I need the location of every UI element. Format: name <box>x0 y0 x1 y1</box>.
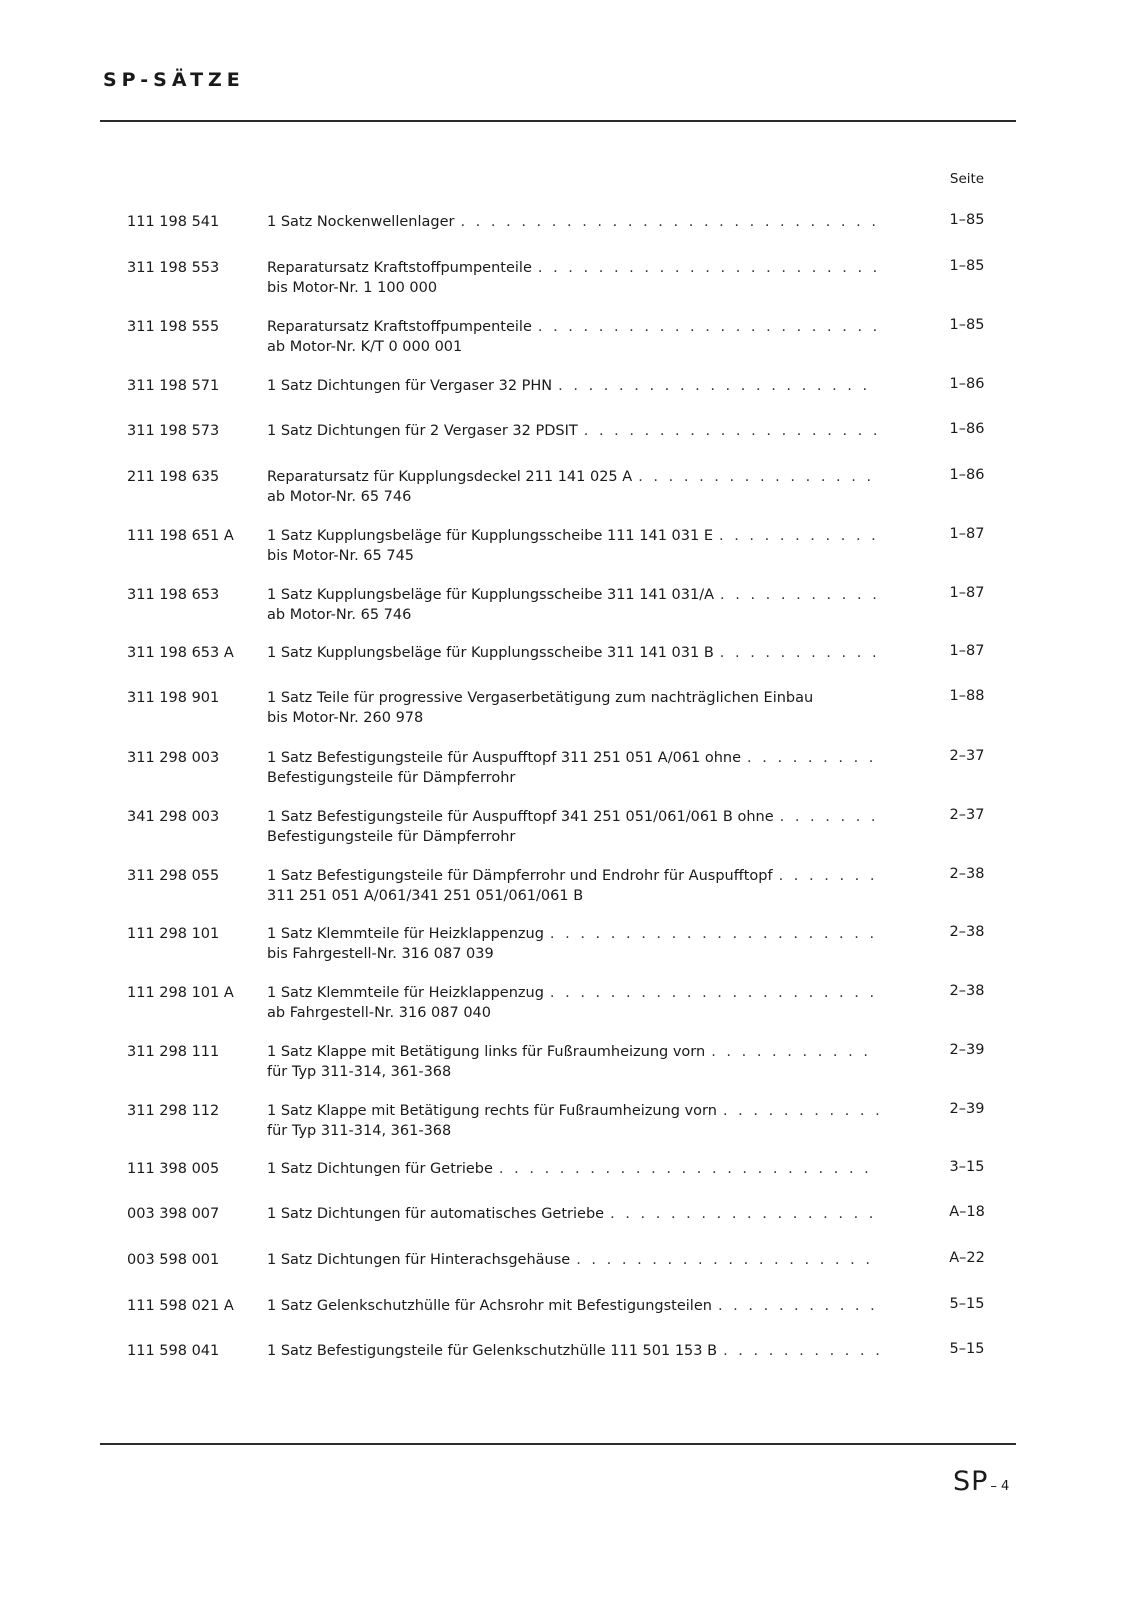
dot-leader <box>610 1204 879 1224</box>
description-detail: Befestigungsteile für Dämpferrohr <box>267 829 516 845</box>
page-reference: A–18 <box>949 1204 985 1220</box>
item-description <box>267 421 879 441</box>
part-number: 311 198 571 <box>127 378 220 394</box>
item-description <box>267 212 879 232</box>
part-number: 311 298 112 <box>127 1103 220 1119</box>
item-description <box>267 1159 879 1179</box>
item-description <box>267 983 879 1023</box>
description-line: Reparatursatz für Kupplungsdeckel 211 141 025 A <box>267 469 633 485</box>
description-line: 1 Satz Dichtungen für Vergaser 32 PHN <box>267 378 553 394</box>
page-reference: 1–87 <box>949 585 985 601</box>
description-detail: Befestigungsteile für Dämpferrohr <box>267 770 516 786</box>
description-line: Reparatursatz Kraftstoffpumpenteile <box>267 319 532 335</box>
dot-leader <box>499 1159 879 1179</box>
page-reference: 1–86 <box>949 376 985 392</box>
part-number: 003 398 007 <box>127 1206 220 1222</box>
dot-leader <box>550 983 879 1003</box>
page-reference: 5–15 <box>949 1296 985 1312</box>
dot-leader <box>558 376 879 396</box>
description-line: 1 Satz Nockenwellenlager <box>267 214 455 230</box>
dot-leader <box>711 1042 879 1062</box>
item-description <box>267 376 879 396</box>
description-line: 1 Satz Dichtungen für automatisches Getriebe <box>267 1206 605 1222</box>
description-line: 1 Satz Befestigungsteile für Auspufftopf 311 251 051 A/061 ohne <box>267 750 742 766</box>
page-reference: 1–85 <box>949 212 985 228</box>
description-line: 1 Satz Kupplungsbeläge für Kupplungsscheibe 111 141 031 E <box>267 528 713 544</box>
part-number: 003 598 001 <box>127 1252 220 1268</box>
description-detail: für Typ 311-314, 361-368 <box>267 1123 452 1139</box>
page-reference: 1–85 <box>949 258 985 274</box>
description-detail: ab Fahrgestell-Nr. 316 087 040 <box>267 1005 492 1021</box>
part-number: 311 298 003 <box>127 750 220 766</box>
description-line: 1 Satz Gelenkschutzhülle für Achsrohr mit Befestigungsteilen <box>267 1298 712 1314</box>
item-description <box>267 258 879 298</box>
page-reference: A–22 <box>949 1250 985 1266</box>
dot-leader <box>584 421 879 441</box>
description-line: 1 Satz Klappe mit Betätigung links für Fußraumheizung vorn <box>267 1044 706 1060</box>
part-number: 111 198 651 A <box>127 528 234 544</box>
part-number: 311 198 653 <box>127 587 220 603</box>
part-number: 341 298 003 <box>127 809 220 825</box>
dot-leader <box>550 924 879 944</box>
description-detail: für Typ 311-314, 361-368 <box>267 1064 452 1080</box>
dot-leader <box>723 1341 879 1361</box>
page-reference: 1–88 <box>949 688 985 704</box>
page-reference: 2–38 <box>949 983 985 999</box>
description-detail: bis Motor-Nr. 1 100 000 <box>267 280 438 296</box>
page-reference: 1–87 <box>949 643 985 659</box>
description-line: 1 Satz Befestigungsteile für Dämpferrohr und Endrohr für Auspufftopf <box>267 868 773 884</box>
description-detail: ab Motor-Nr. K/T 0 000 001 <box>267 339 463 355</box>
part-number: 111 198 541 <box>127 214 220 230</box>
item-description <box>267 526 879 566</box>
dot-leader <box>718 1296 879 1316</box>
description-line: Reparatursatz Kraftstoffpumpenteile <box>267 260 532 276</box>
item-description <box>267 807 879 847</box>
item-description <box>267 866 879 906</box>
item-description <box>267 585 879 625</box>
page-reference: 1–86 <box>949 421 985 437</box>
dot-leader <box>638 467 879 487</box>
page-reference: 3–15 <box>949 1159 985 1175</box>
item-description <box>267 688 879 728</box>
page-reference: 2–39 <box>949 1101 985 1117</box>
bottom-divider <box>100 1443 1016 1445</box>
description-line: 1 Satz Kupplungsbeläge für Kupplungsscheibe 311 141 031 B <box>267 645 714 661</box>
description-detail: bis Fahrgestell-Nr. 316 087 039 <box>267 946 494 962</box>
dot-leader <box>538 258 879 278</box>
description-line: 1 Satz Teile für progressive Vergaserbetätigung zum nachträglichen Einbau <box>267 690 814 706</box>
page-title: SP-SÄTZE <box>103 69 245 91</box>
page-reference: 1–86 <box>949 467 985 483</box>
part-number: 111 598 021 A <box>127 1298 234 1314</box>
part-number: 111 598 041 <box>127 1343 220 1359</box>
item-description <box>267 924 879 964</box>
part-number: 311 198 553 <box>127 260 220 276</box>
description-line: 1 Satz Befestigungsteile für Auspufftopf 341 251 051/061/061 B ohne <box>267 809 774 825</box>
dot-leader <box>780 807 879 827</box>
part-number: 311 198 653 A <box>127 645 234 661</box>
description-line: 1 Satz Dichtungen für Getriebe <box>267 1161 493 1177</box>
item-description <box>267 1204 879 1224</box>
page-reference: 1–85 <box>949 317 985 333</box>
part-number: 311 198 555 <box>127 319 220 335</box>
page-reference: 2–39 <box>949 1042 985 1058</box>
dot-leader <box>723 1101 879 1121</box>
description-detail: bis Motor-Nr. 260 978 <box>267 710 424 726</box>
item-description <box>267 1250 879 1270</box>
page-number-prefix: SP <box>953 1466 989 1497</box>
column-header-page: Seite <box>949 171 985 187</box>
page-reference: 2–38 <box>949 866 985 882</box>
description-line: 1 Satz Klappe mit Betätigung rechts für Fußraumheizung vorn <box>267 1103 717 1119</box>
dot-leader <box>538 317 879 337</box>
item-description <box>267 317 879 357</box>
dot-leader <box>720 643 879 663</box>
page-reference: 1–87 <box>949 526 985 542</box>
part-number: 211 198 635 <box>127 469 220 485</box>
item-description <box>267 1341 879 1361</box>
item-description <box>267 1296 879 1316</box>
description-detail: ab Motor-Nr. 65 746 <box>267 607 412 623</box>
dot-leader <box>779 866 879 886</box>
part-number: 111 398 005 <box>127 1161 220 1177</box>
dot-leader <box>460 212 879 232</box>
dot-leader <box>747 748 879 768</box>
page-reference: 2–37 <box>949 748 985 764</box>
dot-leader <box>720 585 879 605</box>
description-line: 1 Satz Klemmteile für Heizklappenzug <box>267 985 544 1001</box>
part-number: 311 298 111 <box>127 1044 220 1060</box>
item-description <box>267 643 879 663</box>
page-reference: 5–15 <box>949 1341 985 1357</box>
part-number: 111 298 101 <box>127 926 220 942</box>
description-detail: ab Motor-Nr. 65 746 <box>267 489 412 505</box>
description-line: 1 Satz Kupplungsbeläge für Kupplungsscheibe 311 141 031/A <box>267 587 715 603</box>
item-description <box>267 748 879 788</box>
description-detail: bis Motor-Nr. 65 745 <box>267 548 415 564</box>
item-description <box>267 1101 879 1141</box>
page-reference: 2–38 <box>949 924 985 940</box>
page-reference: 2–37 <box>949 807 985 823</box>
description-line: 1 Satz Dichtungen für Hinterachsgehäuse <box>267 1252 571 1268</box>
dot-leader <box>576 1250 879 1270</box>
description-detail: 311 251 051 A/061/341 251 051/061/061 B <box>267 888 584 904</box>
part-number: 111 298 101 A <box>127 985 234 1001</box>
dot-leader <box>719 526 879 546</box>
item-description <box>267 1042 879 1082</box>
page-number-value: – 4 <box>990 1479 1010 1494</box>
part-number: 311 198 573 <box>127 423 220 439</box>
description-line: 1 Satz Befestigungsteile für Gelenkschutzhülle 111 501 153 B <box>267 1343 718 1359</box>
part-number: 311 298 055 <box>127 868 220 884</box>
description-line: 1 Satz Dichtungen für 2 Vergaser 32 PDSIT <box>267 423 578 439</box>
item-description <box>267 467 879 507</box>
description-line: 1 Satz Klemmteile für Heizklappenzug <box>267 926 544 942</box>
page-number <box>953 1466 1009 1497</box>
part-number: 311 198 901 <box>127 690 220 706</box>
